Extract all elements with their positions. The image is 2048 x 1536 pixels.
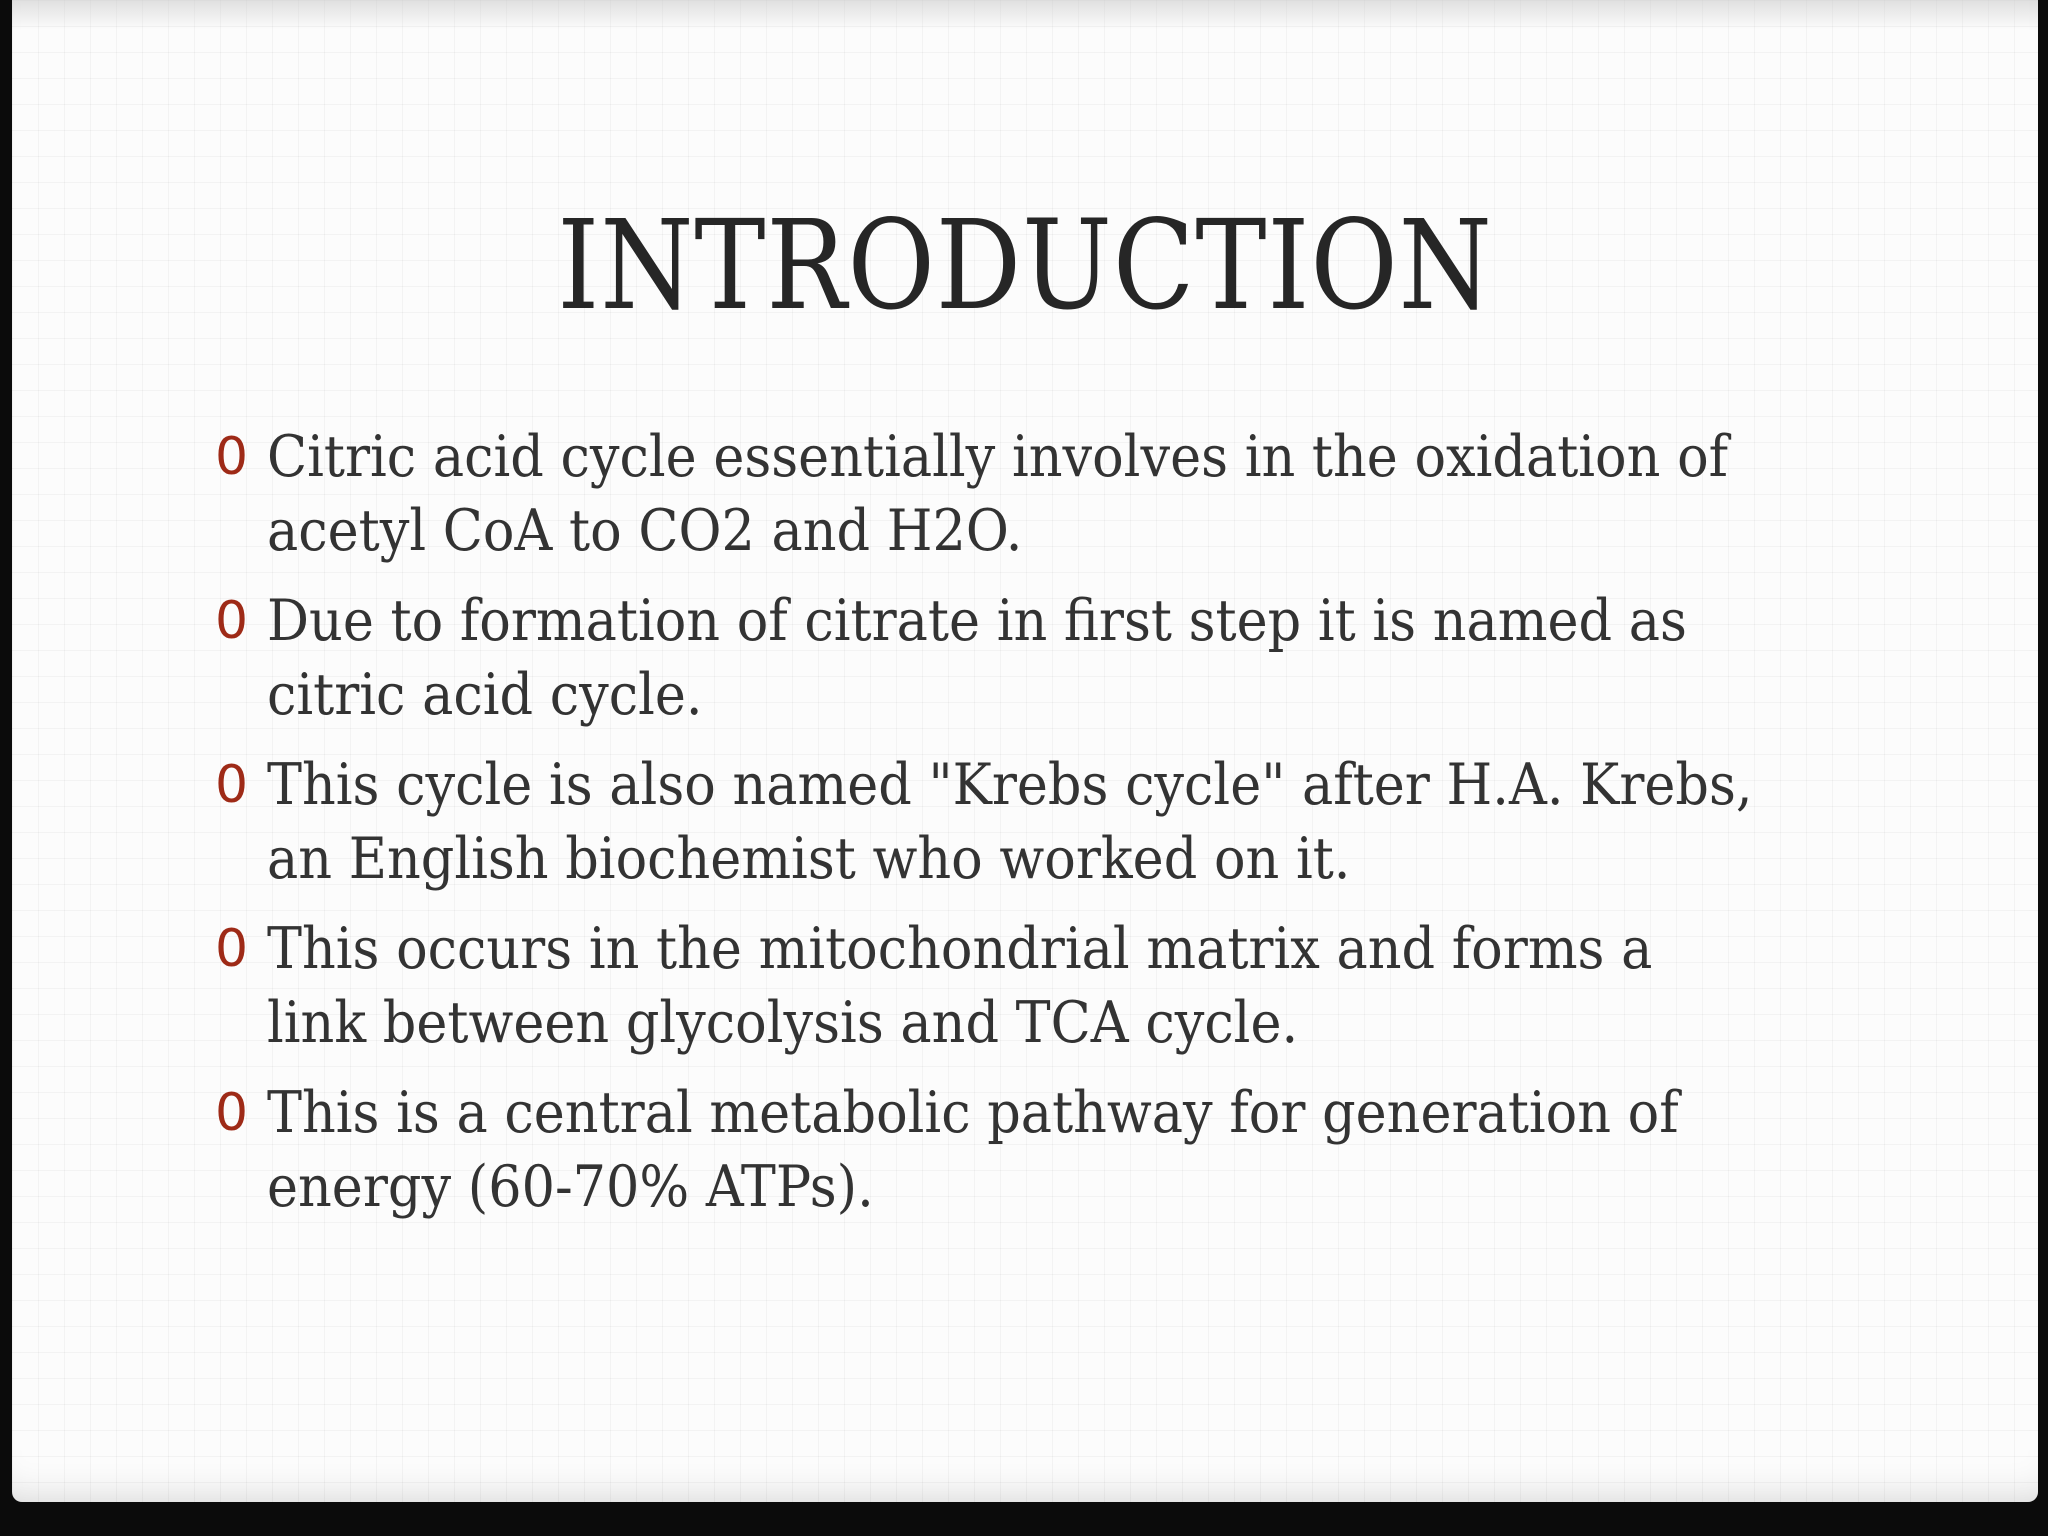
bullet-text xyxy=(267,1076,1886,1224)
bullet-text xyxy=(267,748,1886,896)
bullet-line: acetyl CoA to CO2 and H2O. xyxy=(267,498,1023,564)
bullet-line: Citric acid cycle essentially involves in the oxidation of xyxy=(267,424,1729,490)
bullet-line: link between glycolysis and TCA cycle. xyxy=(267,990,1299,1056)
bullet-marker-icon: 0 xyxy=(215,591,249,651)
bullet-line: an English biochemist who worked on it. xyxy=(267,826,1351,892)
bullet-line: citric acid cycle. xyxy=(267,662,703,728)
slide xyxy=(12,0,2038,1502)
bullet-line: This is a central metabolic pathway for generation of xyxy=(267,1080,1679,1146)
bullet-list xyxy=(207,420,1907,1240)
bullet-marker-icon: 0 xyxy=(215,919,249,979)
bullet-item xyxy=(207,748,1907,896)
bullet-item xyxy=(207,420,1907,568)
bullet-text xyxy=(267,420,1886,568)
bullet-line: energy (60-70% ATPs). xyxy=(267,1154,874,1220)
bullet-item xyxy=(207,912,1907,1060)
bullet-marker-icon: 0 xyxy=(215,427,249,487)
bullet-line: This cycle is also named "Krebs cycle" after H.A. Krebs, xyxy=(267,752,1753,818)
bullet-line: Due to formation of citrate in first step it is named as xyxy=(267,588,1687,654)
bullet-item xyxy=(207,584,1907,732)
bullet-text xyxy=(267,912,1886,1060)
slide-title: INTRODUCTION xyxy=(557,194,1493,338)
bullet-line: This occurs in the mitochondrial matrix and forms a xyxy=(267,916,1653,982)
bullet-item xyxy=(207,1076,1907,1224)
bullet-marker-icon: 0 xyxy=(215,755,249,815)
bullet-marker-icon: 0 xyxy=(215,1083,249,1143)
bullet-text xyxy=(267,584,1886,732)
